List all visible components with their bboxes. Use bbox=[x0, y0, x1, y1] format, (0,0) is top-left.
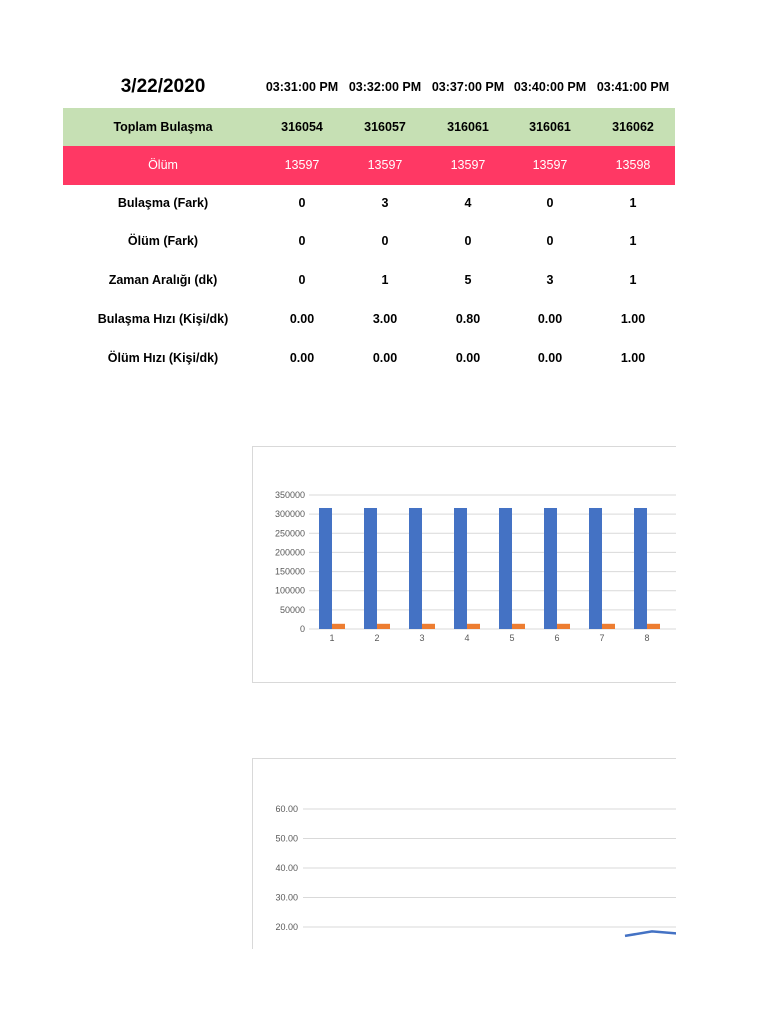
time-header: 03:31:00 PM bbox=[265, 80, 339, 94]
table-cell: 4 bbox=[464, 196, 472, 210]
bar bbox=[422, 624, 435, 629]
series-line bbox=[625, 931, 676, 935]
table-cell: 3 bbox=[546, 273, 554, 287]
y-tick-label: 30.00 bbox=[275, 892, 298, 903]
y-tick-label: 300000 bbox=[274, 509, 305, 520]
row-label: Toplam Bulaşma bbox=[113, 120, 213, 134]
y-tick-label: 20.00 bbox=[275, 922, 298, 932]
table-cell: 0 bbox=[546, 196, 554, 210]
table-cell: 3.00 bbox=[372, 312, 398, 326]
table-cell: 316061 bbox=[447, 120, 489, 134]
y-tick-label: 50.00 bbox=[275, 833, 298, 844]
table-cell: 0.00 bbox=[372, 351, 398, 365]
row-label: Bulaşma (Fark) bbox=[117, 196, 209, 210]
bar bbox=[544, 508, 557, 629]
x-tick-label: 1 bbox=[329, 633, 335, 643]
bar bbox=[512, 624, 525, 629]
table-cell: 13597 bbox=[284, 158, 320, 172]
bar-chart-container[interactable] bbox=[252, 446, 676, 683]
bar-chart bbox=[253, 447, 676, 682]
y-tick-label: 0 bbox=[299, 624, 305, 634]
bar bbox=[589, 508, 602, 629]
row-label: Zaman Aralığı (dk) bbox=[108, 273, 218, 287]
x-tick-label: 5 bbox=[509, 633, 515, 643]
table-cell: 0.00 bbox=[289, 312, 315, 326]
y-tick-label: 200000 bbox=[274, 547, 305, 558]
table-cell: 13598 bbox=[615, 158, 651, 172]
bar bbox=[602, 624, 615, 629]
table-cell: 0.80 bbox=[455, 312, 481, 326]
table-cell: 0 bbox=[546, 234, 554, 248]
table-row-deaths bbox=[63, 146, 675, 185]
table-cell: 3 bbox=[381, 196, 389, 210]
table-row-infection-rate bbox=[63, 300, 675, 339]
table-cell: 1.00 bbox=[620, 312, 646, 326]
table-cell: 0.00 bbox=[537, 351, 563, 365]
y-tick-label: 40.00 bbox=[275, 863, 298, 873]
table-cell: 13597 bbox=[450, 158, 486, 172]
table-cell: 316061 bbox=[529, 120, 571, 134]
table-cell: 1 bbox=[629, 196, 637, 210]
table-cell: 0 bbox=[464, 234, 472, 248]
row-label: Bulaşma Hızı (Kişi/dk) bbox=[97, 312, 229, 326]
bar bbox=[409, 508, 422, 629]
table-cell: 0.00 bbox=[289, 351, 315, 365]
table-row-death-diff bbox=[63, 222, 675, 261]
table-row-total-infections bbox=[63, 108, 675, 147]
table-cell: 5 bbox=[464, 273, 472, 287]
bar bbox=[557, 624, 570, 629]
y-tick-label: 350000 bbox=[274, 490, 305, 500]
table-cell: 0.00 bbox=[537, 312, 563, 326]
report-date: 3/22/2020 bbox=[120, 76, 206, 97]
time-header: 03:32:00 PM bbox=[348, 80, 422, 94]
table-cell: 1 bbox=[629, 234, 637, 248]
table-cell: 316062 bbox=[612, 120, 654, 134]
y-tick-label: 250000 bbox=[274, 528, 305, 539]
row-label: Ölüm bbox=[148, 158, 178, 172]
line-chart-container[interactable] bbox=[252, 758, 676, 949]
bar bbox=[467, 624, 480, 629]
table-cell: 316057 bbox=[364, 120, 406, 134]
x-tick-label: 2 bbox=[374, 633, 380, 643]
bar bbox=[319, 508, 332, 629]
header-row bbox=[63, 72, 675, 106]
table-cell: 13597 bbox=[532, 158, 568, 172]
x-tick-label: 3 bbox=[419, 633, 425, 643]
y-tick-label: 150000 bbox=[274, 566, 305, 577]
row-label: Ölüm (Fark) bbox=[127, 234, 199, 248]
table-cell: 1 bbox=[629, 273, 637, 287]
time-header: 03:41:00 PM bbox=[596, 80, 670, 94]
x-tick-label: 4 bbox=[464, 633, 470, 643]
table-cell: 1 bbox=[381, 273, 389, 287]
y-tick-label: 50000 bbox=[279, 604, 305, 615]
table-cell: 0 bbox=[298, 273, 306, 287]
bar bbox=[647, 624, 660, 629]
bar bbox=[499, 508, 512, 629]
bar bbox=[364, 508, 377, 629]
bar bbox=[634, 508, 647, 629]
bar bbox=[377, 624, 390, 629]
y-tick-label: 60.00 bbox=[275, 804, 298, 814]
row-label: Ölüm Hızı (Kişi/dk) bbox=[107, 351, 219, 365]
x-tick-label: 7 bbox=[599, 633, 605, 643]
table-cell: 0 bbox=[298, 196, 306, 210]
x-tick-label: 6 bbox=[554, 633, 560, 643]
table-row-time-interval bbox=[63, 261, 675, 300]
bar bbox=[454, 508, 467, 629]
table-cell: 0.00 bbox=[455, 351, 481, 365]
table-cell: 13597 bbox=[367, 158, 403, 172]
time-header: 03:37:00 PM bbox=[431, 80, 505, 94]
time-header: 03:40:00 PM bbox=[513, 80, 587, 94]
table-cell: 0 bbox=[381, 234, 389, 248]
bar bbox=[332, 624, 345, 629]
x-tick-label: 8 bbox=[644, 633, 650, 643]
table-cell: 316054 bbox=[281, 120, 323, 134]
table-row-death-rate bbox=[63, 339, 675, 378]
line-chart bbox=[253, 759, 676, 949]
table-cell: 0 bbox=[298, 234, 306, 248]
table-cell: 1.00 bbox=[620, 351, 646, 365]
table-row-infection-diff bbox=[63, 184, 675, 223]
y-tick-label: 100000 bbox=[274, 585, 305, 596]
